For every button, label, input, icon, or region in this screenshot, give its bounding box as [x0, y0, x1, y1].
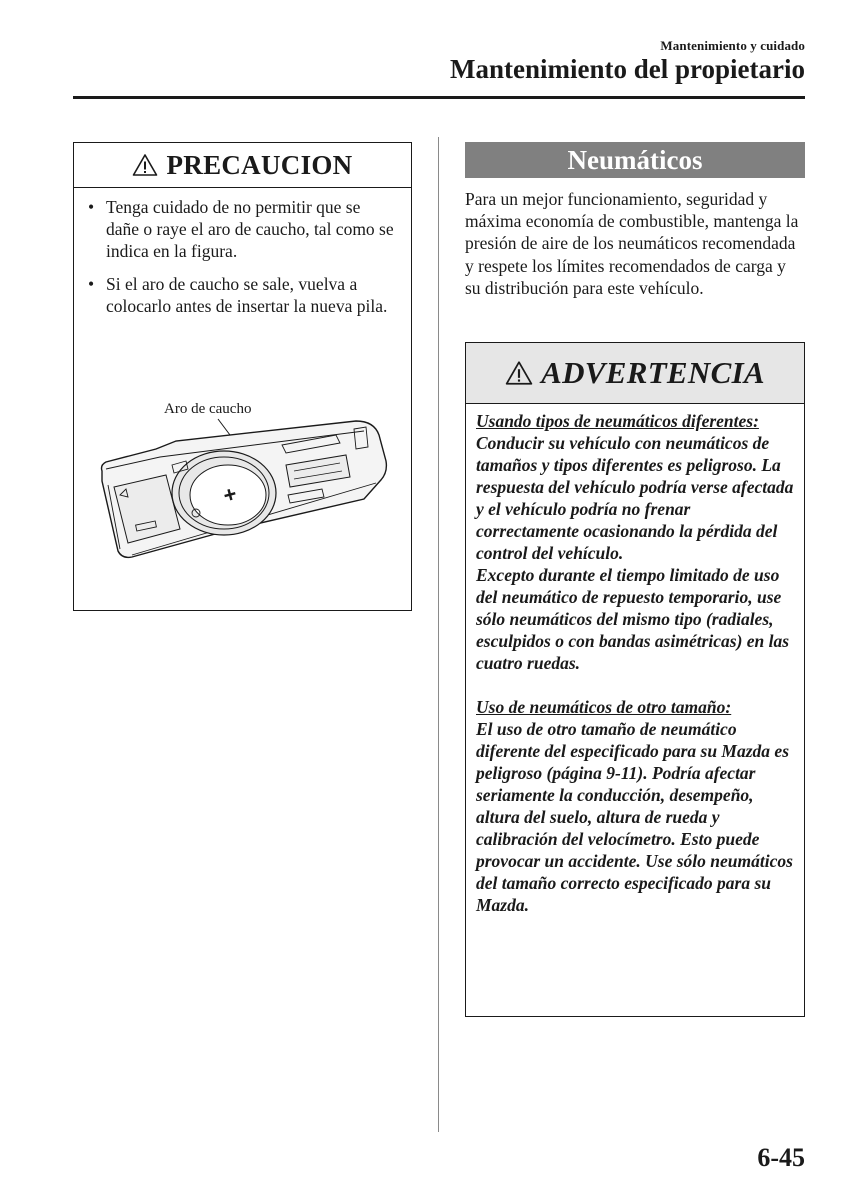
- section-label: Mantenimiento y cuidado: [660, 38, 805, 53]
- caution-item: [88, 196, 397, 262]
- header-rule: [73, 96, 805, 99]
- bullet: •: [88, 197, 95, 217]
- warning-subheading: Uso de neumáticos de otro tamaño:: [476, 697, 732, 717]
- caution-item-text: Tenga cuidado de no permitir que se dañe o raye el aro de caucho, tal como se indica en la figura.: [106, 197, 394, 261]
- column-divider: [438, 137, 439, 1132]
- caution-title: PRECAUCION: [166, 149, 353, 180]
- tires-heading: Neumáticos: [465, 142, 805, 178]
- caution-header: [74, 143, 411, 188]
- figure-label: Aro de caucho: [164, 401, 252, 417]
- warning-section-tire-size: [476, 696, 794, 916]
- tires-intro: Para un mejor funcionamiento, seguridad y máxima economía de combustible, mantenga la presión de aire de los neumáticos recomendada y respete los límites recomendados de carga y su distribución para este vehículo.: [465, 189, 799, 298]
- warning-body: [466, 404, 804, 916]
- warning-paragraph: El uso de otro tamaño de neumático diferente del especificado para su Mazda es peligroso (página 9-11). Podría afectar seriamente la conducción, desempeño, altura del suelo, altura de rueda y calibración del velocímetro. Esto puede provocar un accidente. Use sólo neumáticos del tamaño correcto especificado para su Mazda.: [476, 719, 793, 915]
- warning-paragraph: Excepto durante el tiempo limitado de uso del neumático de repuesto temporario, use sólo neumáticos del mismo tipo (radiales, esculpidos o con bandas asimétricas) en las cuatro ruedas.: [476, 565, 790, 673]
- warning-triangle-icon: [132, 153, 158, 177]
- page-title: Mantenimiento del propietario: [450, 54, 805, 84]
- warning-title: ADVERTENCIA: [541, 355, 765, 390]
- caution-list: [74, 188, 411, 317]
- warning-section-tire-types: [476, 410, 794, 674]
- page-number: 6-45: [757, 1143, 805, 1172]
- caution-box: [73, 142, 412, 611]
- warning-box: [465, 342, 805, 1017]
- svg-text:+: +: [220, 480, 240, 509]
- key-battery-figure: [96, 399, 391, 569]
- bullet: •: [88, 274, 95, 294]
- caution-item-text: Si el aro de caucho se sale, vuelva a colocarlo antes de insertar la nueva pila.: [106, 274, 388, 316]
- warning-subheading: Usando tipos de neumáticos diferentes:: [476, 411, 759, 431]
- key-battery-illustration: [96, 399, 391, 569]
- warning-triangle-icon: [505, 360, 533, 386]
- caution-item: [88, 273, 397, 317]
- warning-header: [466, 343, 804, 404]
- warning-paragraph: Conducir su vehículo con neumáticos de tamaños y tipos diferentes es peligroso. La respuesta del vehículo podría verse afectada y el vehículo podría no frenar correctamente ocasionando la pérdida del control del vehículo.: [476, 433, 794, 563]
